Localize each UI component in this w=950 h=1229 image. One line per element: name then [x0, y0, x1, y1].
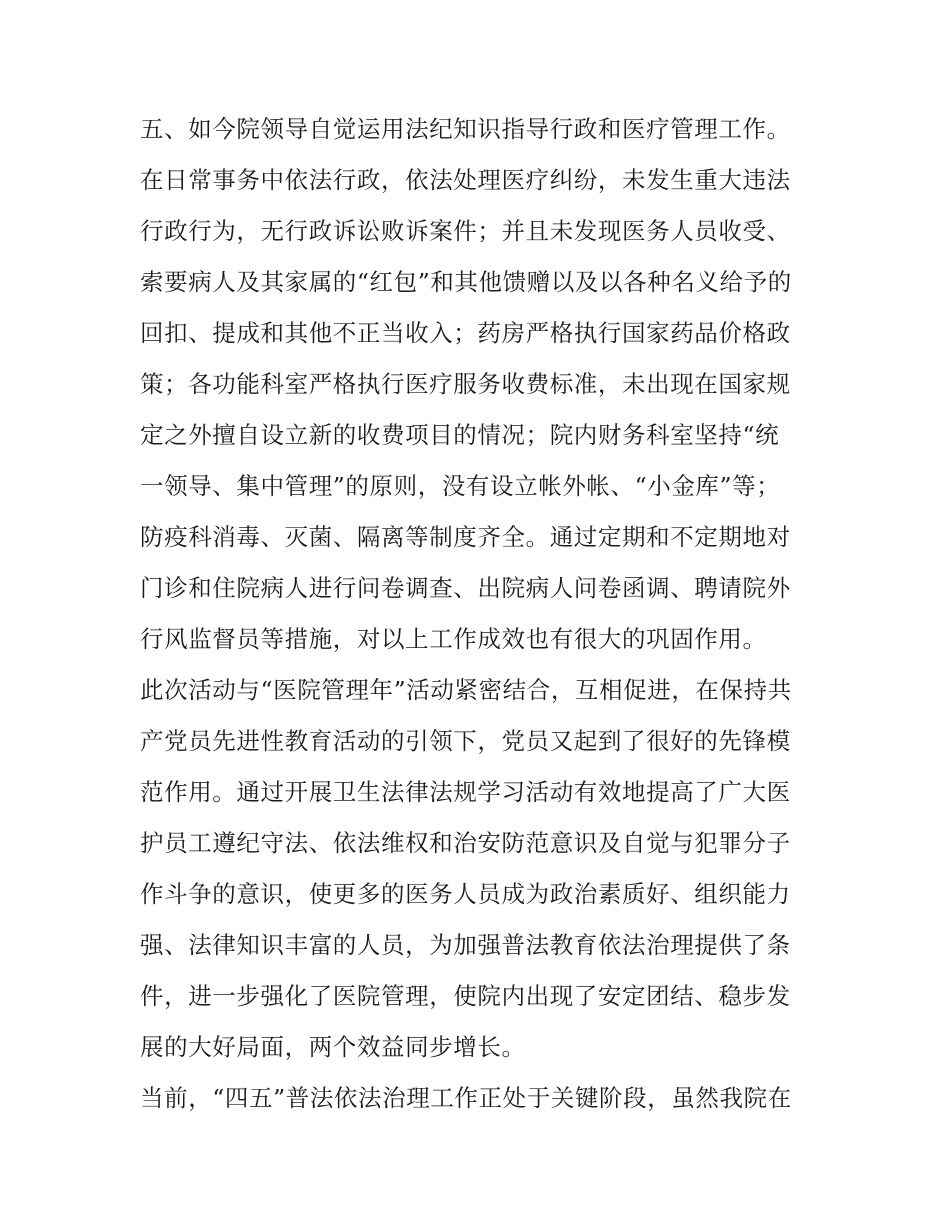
text-line: 作斗争的意识，使更多的医务人员成为政治素质好、组织能力 — [140, 880, 791, 908]
text-line: 一领导、集中管理”的原则，没有设立帐外帐、“小金库”等； — [140, 472, 781, 500]
text-line: 门诊和住院病人进行问卷调查、出院病人问卷函调、聘请院外 — [140, 574, 791, 602]
text-line: 强、法律知识丰富的人员，为加强普法教育依法治理提供了条 — [140, 931, 791, 959]
text-line: 定之外擅自设立新的收费项目的情况；院内财务科室坚持“统 — [140, 421, 780, 449]
text-line: 行风监督员等措施，对以上工作成效也有很大的巩固作用。 — [140, 625, 767, 653]
text-line: 产党员先进性教育活动的引领下，党员又起到了很好的先锋模 — [140, 727, 791, 755]
text-line: 件，进一步强化了医院管理，使院内出现了安定团结、稳步发 — [140, 982, 791, 1010]
text-line: 展的大好局面，两个效益同步增长。 — [140, 1033, 526, 1061]
text-line: 策；各功能科室严格执行医疗服务收费标准，未出现在国家规 — [140, 370, 791, 398]
text-line: 在日常事务中依法行政，依法处理医疗纠纷，未发生重大违法 — [140, 166, 791, 194]
text-line: 范作用。通过开展卫生法律法规学习活动有效地提高了广大医 — [140, 778, 791, 806]
text-line: 此次活动与“医院管理年”活动紧密结合，互相促进，在保持共 — [140, 676, 792, 704]
text-line: 索要病人及其家属的“红包”和其他馈赠以及以各种名义给予的 — [140, 268, 792, 296]
text-line: 行政行为，无行政诉讼败诉案件；并且未发现医务人员收受、 — [140, 217, 791, 245]
text-line: 当前，“四五”普法依法治理工作正处于关键阶段，虽然我院在 — [140, 1084, 792, 1112]
text-line: 回扣、提成和其他不正当收入；药房严格执行国家药品价格政 — [140, 319, 791, 347]
text-line: 五、如今院领导自觉运用法纪知识指导行政和医疗管理工作。 — [140, 115, 791, 143]
text-line: 防疫科消毒、灭菌、隔离等制度齐全。通过定期和不定期地对 — [140, 523, 791, 551]
text-line: 护员工遵纪守法、依法维权和治安防范意识及自觉与犯罪分子 — [140, 829, 791, 857]
